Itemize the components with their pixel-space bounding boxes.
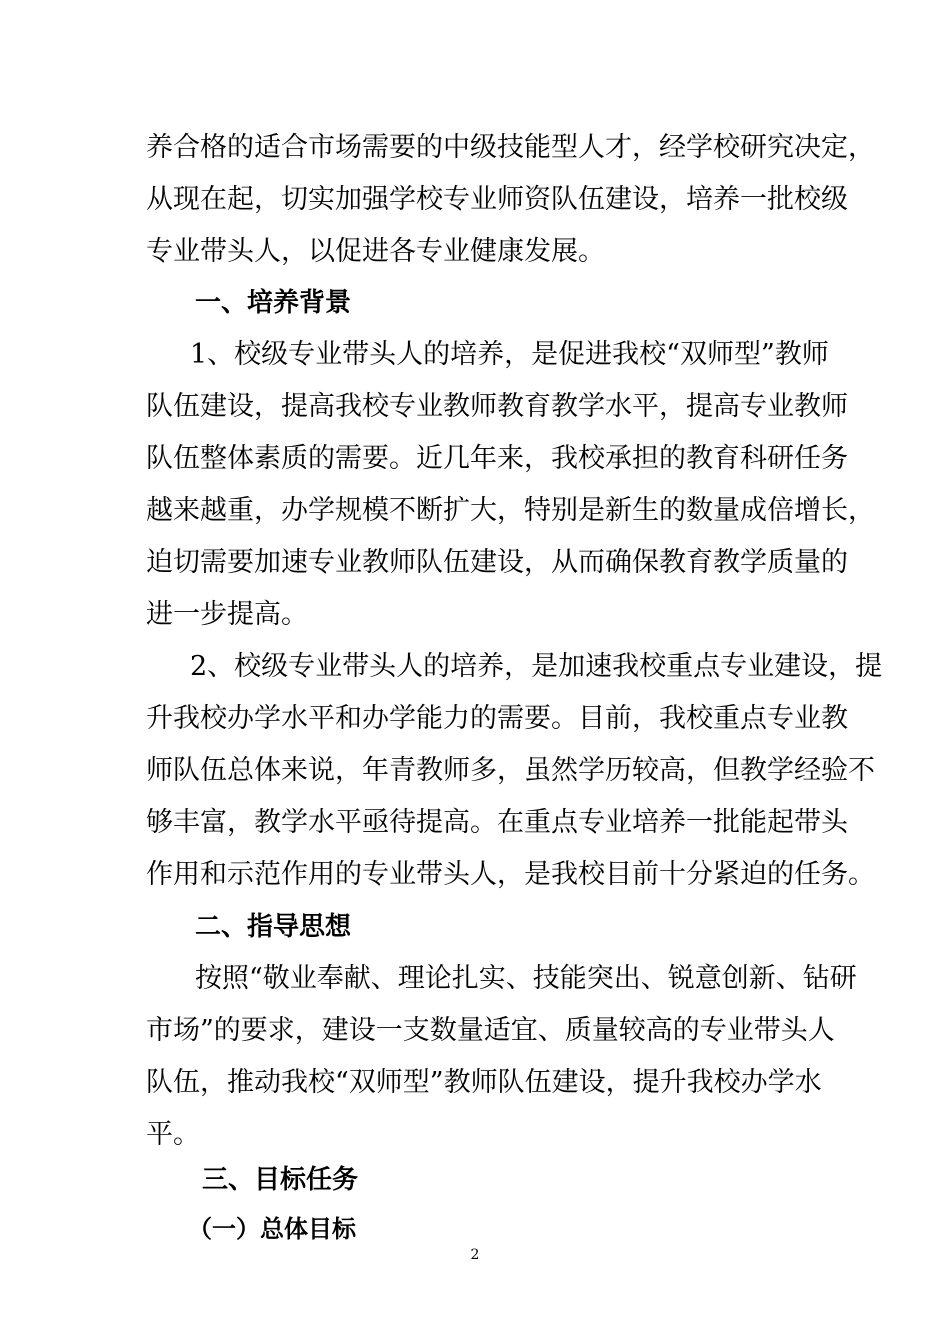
paragraph-line: 队伍，推动我校“双师型”教师队伍建设，提升我校办学水 xyxy=(146,1067,822,1098)
section-heading: 三、目标任务 xyxy=(202,1165,359,1195)
paragraph-line: 专业带头人，以促进各专业健康发展。 xyxy=(146,236,605,267)
paragraph-line: 越来越重，办学规模不断扩大，特别是新生的数量成倍增长， xyxy=(146,495,875,526)
paragraph-line: 升我校办学水平和办学能力的需要。目前，我校重点专业教 xyxy=(146,703,848,734)
paragraph-line: 2、校级专业带头人的培养，是加速我校重点专业建设，提 xyxy=(190,651,883,682)
paragraph-line: 队伍整体素质的需要。近几年来，我校承担的教育科研任务 xyxy=(146,443,848,474)
paragraph-line: 进一步提高。 xyxy=(146,599,308,630)
paragraph-line: 从现在起，切实加强学校专业师资队伍建设，培养一批校级 xyxy=(146,184,848,215)
paragraph-line: 市场”的要求，建设一支数量适宜、质量较高的专业带头人 xyxy=(146,1015,835,1046)
paragraph-line: 1、校级专业带头人的培养，是促进我校“双师型”教师 xyxy=(190,339,829,370)
paragraph-line: 按照“敬业奉献、理论扎实、技能突出、锐意创新、钻研 xyxy=(195,963,857,994)
subsection-heading: （一）总体目标 xyxy=(188,1215,356,1243)
paragraph-line: 迫切需要加速专业教师队伍建设，从而确保教育教学质量的 xyxy=(146,547,848,578)
paragraph-line: 平。 xyxy=(146,1119,200,1150)
paragraph-line: 养合格的适合市场需要的中级技能型人才，经学校研究决定， xyxy=(146,132,875,163)
section-heading: 一、培养背景 xyxy=(195,288,352,318)
section-heading: 二、指导思想 xyxy=(195,912,352,942)
paragraph-line: 作用和示范作用的专业带头人，是我校目前十分紧迫的任务。 xyxy=(146,859,875,890)
paragraph-line: 师队伍总体来说，年青教师多，虽然学历较高，但教学经验不 xyxy=(146,755,875,786)
paragraph-line: 队伍建设，提高我校专业教师教育教学水平，提高专业教师 xyxy=(146,391,848,422)
page-number: 2 xyxy=(470,1247,480,1263)
paragraph-line: 够丰富，教学水平亟待提高。在重点专业培养一批能起带头 xyxy=(146,807,848,838)
